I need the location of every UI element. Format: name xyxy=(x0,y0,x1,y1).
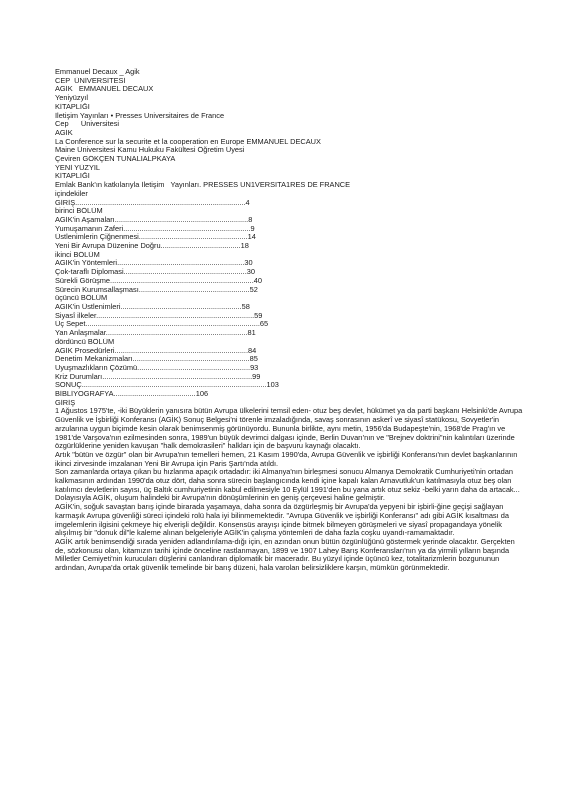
paragraph: AGİK artık benimsendiği sırada yeniden adlandırılama-dığı için, en azından onun bütün özgünlüğünü göstermek yerinde olacaktır. Gerçekten de, sözkonusu olan, kitamızın tarihi içinde önceline rastlanmayan, 1899 ve 1907 Lahey Barış Konferansları'nın ya da yirmili yılların başında Milletler Cemiyeti'nin kurucuları düşlerini canlandıran diplomatik bir maceradır. Bu yüzyıl içinde üçüncü kez, totalitarizmlerin bozgununun ardından, Avrupa'da ortak güvenlik temelinde bir barış düzeni, hala varolan belirsizliklere karşın, mümkün görünmektedir. xyxy=(55,536,515,573)
book-line: KİTAPLIĞI xyxy=(55,102,90,111)
toc-entry: Siyasî ilkeler.............................................................................59 xyxy=(55,311,263,320)
toc-entry: AGİK'in Aşamaları.................................................................8 xyxy=(55,215,253,224)
toc-entry: Uyuşmazlıkların Çözümü.......................................................93 xyxy=(55,363,259,372)
table-of-contents xyxy=(55,199,525,399)
toc-entry: BİBLİYOGRAFYA........................................106 xyxy=(55,390,209,399)
toc-entry: Yumuşamanın Zaferi..............................................................9 xyxy=(55,224,255,233)
book-line: Çeviren GÖKÇEN TUNALIALPKAYA xyxy=(55,155,176,164)
toc-entry: SONUÇ..........................................................................................103 xyxy=(55,381,279,390)
book-line: Maine Üniversitesi Kamu Hukuku Fakültesi Öğretim Üyesi xyxy=(55,146,245,155)
toc-part-heading: birinci BÖLÜM xyxy=(55,207,103,216)
book-line: İletişim Yayınları • Presses Universitaires de France xyxy=(55,111,225,120)
paragraph: Son zamanlarda ortaya çıkan bu hızlanma apaçık ortadadır: iki Almanya'nın birleşmesi sonucu Almanya Demokratik Cumhuriyeti'nin ortadan kalkmasının ardından 1990'da otuz dört, daha sonra sürecin başlangıcında kendi içine kapalı kalan Arnavutluk'un katılmasıyla otuz beş olan katılımcı devletlerin sayısı, üç Baltık cumhuriyetinin kabul edilmesiyle 10 Eylül 1991'den bu yana artık otuz sekiz -belki yarın daha da artacak... Dolayısıyla AGİK, oluşum halindeki bir Avrupa'nın dönüşümlerinin en geniş çerçevesi haline gelmiştir. xyxy=(55,467,520,503)
introduction xyxy=(55,399,525,573)
book-line: YENİ YÜZYIL xyxy=(55,163,101,172)
book-line: Yeniyüzyıl xyxy=(55,94,89,103)
paragraph: AGİK'in, soğuk savaştan barış içinde birarada yaşamaya, daha sonra da özgürleşmiş bir Avrupa'da yepyeni bir işbirli-ğine geçişi sağlayan karmaşık Avrupa güvenliği süreci içindeki rolü hala iyi bilinmemektedir. "Avrupa Güvenlik ve işbirliği Konferansı" adı gibi AGİK kısaltması da imgelemlerin ilgisini çekmeye hiç elverişli değildir. Konsensüs arayışı içinde bitmek bilmeyen görüşmeleri ve siyasî propagandaya yönelik alışılmış bir "donuk dil"le kaleme alınan belgeleriyle AGİK'in çalışma yöntemleri de daha fazla coşku uyandı-ramamaktadır. xyxy=(55,502,509,538)
book-line: Emmanuel Decaux _ Agik xyxy=(55,68,140,76)
book-line: AGİK EMMANUEL DECAUX xyxy=(55,85,154,94)
document-page xyxy=(55,68,525,573)
toc-entry: Sürecin Kurumsallaşması......................................................52 xyxy=(55,285,258,294)
toc-heading: içindekiler xyxy=(55,189,88,198)
book-line: Emlak Bank'ın katkılarıyla İletişim Yayınları. PRESSES UN1VERSITA1RES DE FRANCE xyxy=(55,181,351,190)
book-line: CEP ÜNİVERSİTESİ xyxy=(55,76,126,85)
toc-entry: Sürekli Görüşme......................................................................40 xyxy=(55,276,262,285)
toc-entry: Yeni Bir Avrupa Düzenine Doğru.......................................18 xyxy=(55,242,249,251)
toc-part-heading: dördüncü BÖLÜM xyxy=(55,337,115,346)
toc-entry: Üstlenimlerin Çiğnenmesi.....................................................14 xyxy=(55,233,256,242)
toc-entry: AGİK Prosedürleri.................................................................84 xyxy=(55,346,257,355)
book-line: KİTAPLIĞI xyxy=(55,172,90,181)
toc-entry: AGIK'in Üstlenimleri...........................................................58 xyxy=(55,302,250,311)
toc-entry: Çok-taraflı Diplomasi............................................................30 xyxy=(55,268,256,277)
toc-part-heading: üçüncü BÖLÜM xyxy=(55,294,108,303)
book-line: AGİK xyxy=(55,128,73,137)
paragraph: Artık "bütün ve özgür" olan bir Avrupa'nın temelleri hemen, 21 Kasım 1990'da, Avrupa Güvenlik ve işbirliği Konferansı'nın devlet başkanlarının ikinci zirvesinde imzalanan Yeni Bir Avrupa için Paris Şartı'nda atıldı. xyxy=(55,449,518,468)
front-matter xyxy=(55,68,525,199)
toc-entry: Yan Anlaşmalar.....................................................................81 xyxy=(55,329,256,338)
book-line: La Conference sur la securite et la cooperation en Europe EMMANUEL DECAUX xyxy=(55,137,321,146)
toc-entry: GİRİŞ...................................................................................4 xyxy=(55,198,250,207)
toc-part-heading: ikinci BÖLÜM xyxy=(55,250,100,259)
intro-heading: GİRİŞ xyxy=(55,398,76,407)
book-line: Cep Üniversitesi xyxy=(55,120,120,129)
paragraph: 1 Ağustos 1975'te, -iki Büyüklerin yanısıra bütün Avrupa ülkelerini temsil eden- otuz beş devlet, hükümet ya da parti başkanı Helsinki'de Avrupa Güvenlik ve İşbirliği Konferansı (AGİK) Sonuç Belgesi'ni törenle imzaladığında, savaş sonrasının askerî ve siyasî statükosu, Sovyetler'in arzularına uygun biçimde kesin olarak benimsenmiş görünüyordu. Bununla birlikte, aynı metin, 1956'da Budapeşte'nin, 1968'de Prag'ın ve 1981'de Varşova'nın ezilmesinden sonra, 1989'un büyük devrimci dalgası içinde, Berlin Duvarı'nın ve "Brejnev doktrini"nin kalıntıları üzerinde özgürlüklerine yeniden kavuşan "halk demokrasileri" halkları için de başvuru kaynağı olacaktı. xyxy=(55,406,523,451)
toc-entry: Denetim Mekanizmaları.........................................................85 xyxy=(55,355,258,364)
toc-entry: Üç Sepet.....................................................................................65 xyxy=(55,320,269,329)
toc-entry: Kriz Durumları.........................................................................99 xyxy=(55,372,261,381)
toc-entry: AGIK'in Yöntemleri..............................................................30 xyxy=(55,259,253,268)
